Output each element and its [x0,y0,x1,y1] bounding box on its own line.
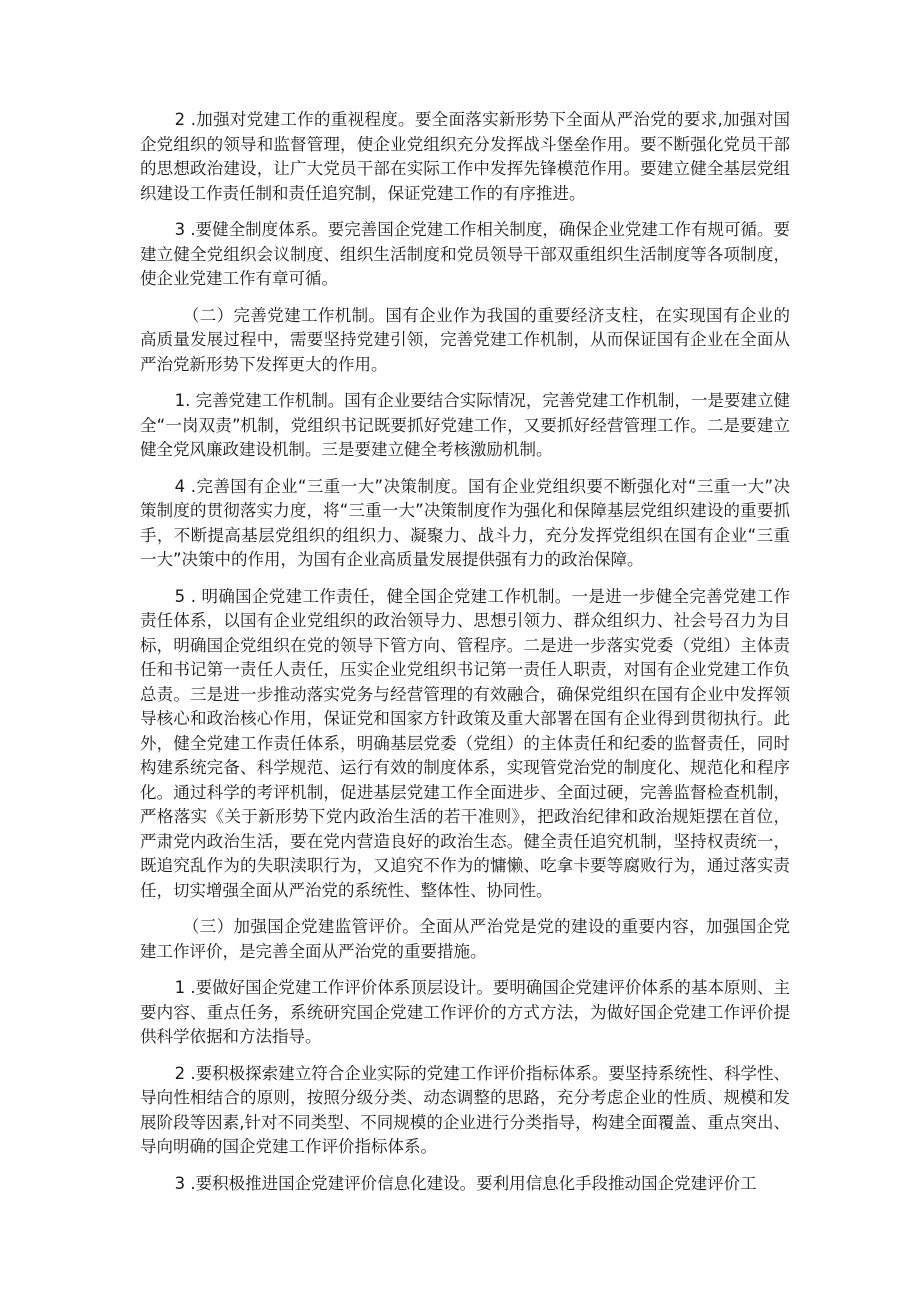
section-heading-3-evaluation: （三）加强国企党建监管评价。全面从严治党是党的建设的重要内容，加强国企党建工作评价，是完善全面从严治党的重要措施。 [140,917,790,961]
paragraph-item-2-indicators: 2 .要积极探索建立符合企业实际的党建工作评价指标体系。要坚持系统性、科学性、导向性相结合的原则，按照分级分类、动态调整的思路，充分考虑企业的性质、规模和发展阶段等因素,针对不同类型、不同规模的企业进行分类指导，构建全面覆盖、重点突出、导向明确的国企党建工作评价指标体系。 [140,1063,790,1156]
section-heading-2-mechanism: （二）完善党建工作机制。国有企业作为我国的重要经济支柱，在实现国有企业的高质量发展过程中，需要坚持党建引领，完善党建工作机制，从而保证国有企业在全面从严治党新形势下发挥更大的作用。 [140,305,790,374]
paragraph-item-1-design: 1 .要做好国企党建工作评价体系顶层设计。要明确国企党建评价体系的基本原则、主要内容、重点任务，系统研究国企党建工作评价的方式方法，为做好国企党建工作评价提供科学依据和方法指导。 [140,978,790,1046]
paragraph-item-5-responsibility: 5 . 明确国企党建工作责任，健全国企党建工作机制。一是进一步健全完善党建工作责任体系，以国有企业党组织的政治领导力、思想引领力、群众组织力、社会号召力为目标，明确国企党组织在党的领导下管方向、管程序。二是进一步落实党委（党组）主体责任和书记第一责任人责任，压实企业党组织书记第一责任人职责，对国有企业党建工作负总责。三是进一步推动落实党务与经营管理的有效融合，确保党组织在国有企业中发挥领导核心和政治核心作用，保证党和国家方针政策及重大部署在国有企业得到贯彻执行。此外，健全党建工作责任体系，明确基层党委（党组）的主体责任和纪委的监督责任，同时构建系统完备、科学规范、运行有效的制度体系，实现管党治党的制度化、规范化和程序化。通过科学的考评机制，促进基层党建工作全面进步、全面过硬，完善监督检查机制，严格落实《关于新形势下党内政治生活的若干准则》，把政治纪律和政治规矩摆在首位，严肃党内政治生活，要在党内营造良好的政治生态。健全责任追究机制，坚持权责统一，既追究乱作为的失职渎职行为，又追究不作为的慵懒、吃拿卡要等腐败行为，通过落实责任，切实增强全面从严治党的系统性、整体性、协同性。 [140,586,790,900]
paragraph-item-3-informatization: 3 .要积极推进国企党建评价信息化建设。要利用信息化手段推动国企党建评价工 [174,1173,757,1193]
paragraph-item-3-system: 3 .要健全制度体系。要完善国企党建工作相关制度，确保企业党建工作有规可循。要建立健全党组织会议制度、组织生活制度和党员领导干部双重组织生活制度等各项制度，使企业党建工作有章可循。 [140,220,790,288]
paragraph-item-1-mechanism: 1. 完善党建工作机制。国有企业要结合实际情况，完善党建工作机制，一是要建立健全“一岗双责”机制，党组织书记既要抓好党建工作，又要抓好经营管理工作。二是要建立健全党风廉政建设机制。三是要建立健全考核激励机制。 [140,391,790,459]
paragraph-item-2: 2 .加强对党建工作的重视程度。要全面落实新形势下全面从严治党的要求,加强对国企党组织的领导和监督管理，使企业党组织充分发挥战斗堡垒作用。要不断强化党员干部的思想政治建设，让广大党员干部在实际工作中发挥先锋模范作用。要建立健全基层党组织建设工作责任制和责任追究制，保证党建工作的有序推进。 [140,110,790,203]
document-page [140,108,790,1208]
paragraph-item-4-decision: 4 .完善国有企业“三重一大”决策制度。国有企业党组织要不断强化对“三重一大”决策制度的贯彻落实力度，将“三重一大”决策制度作为强化和保障基层党组织建设的重要抓手，不断提高基层党组织的组织力、凝聚力、战斗力，充分发挥党组织在国有企业“三重一大”决策中的作用，为国有企业高质量发展提供强有力的政治保障。 [140,476,790,569]
